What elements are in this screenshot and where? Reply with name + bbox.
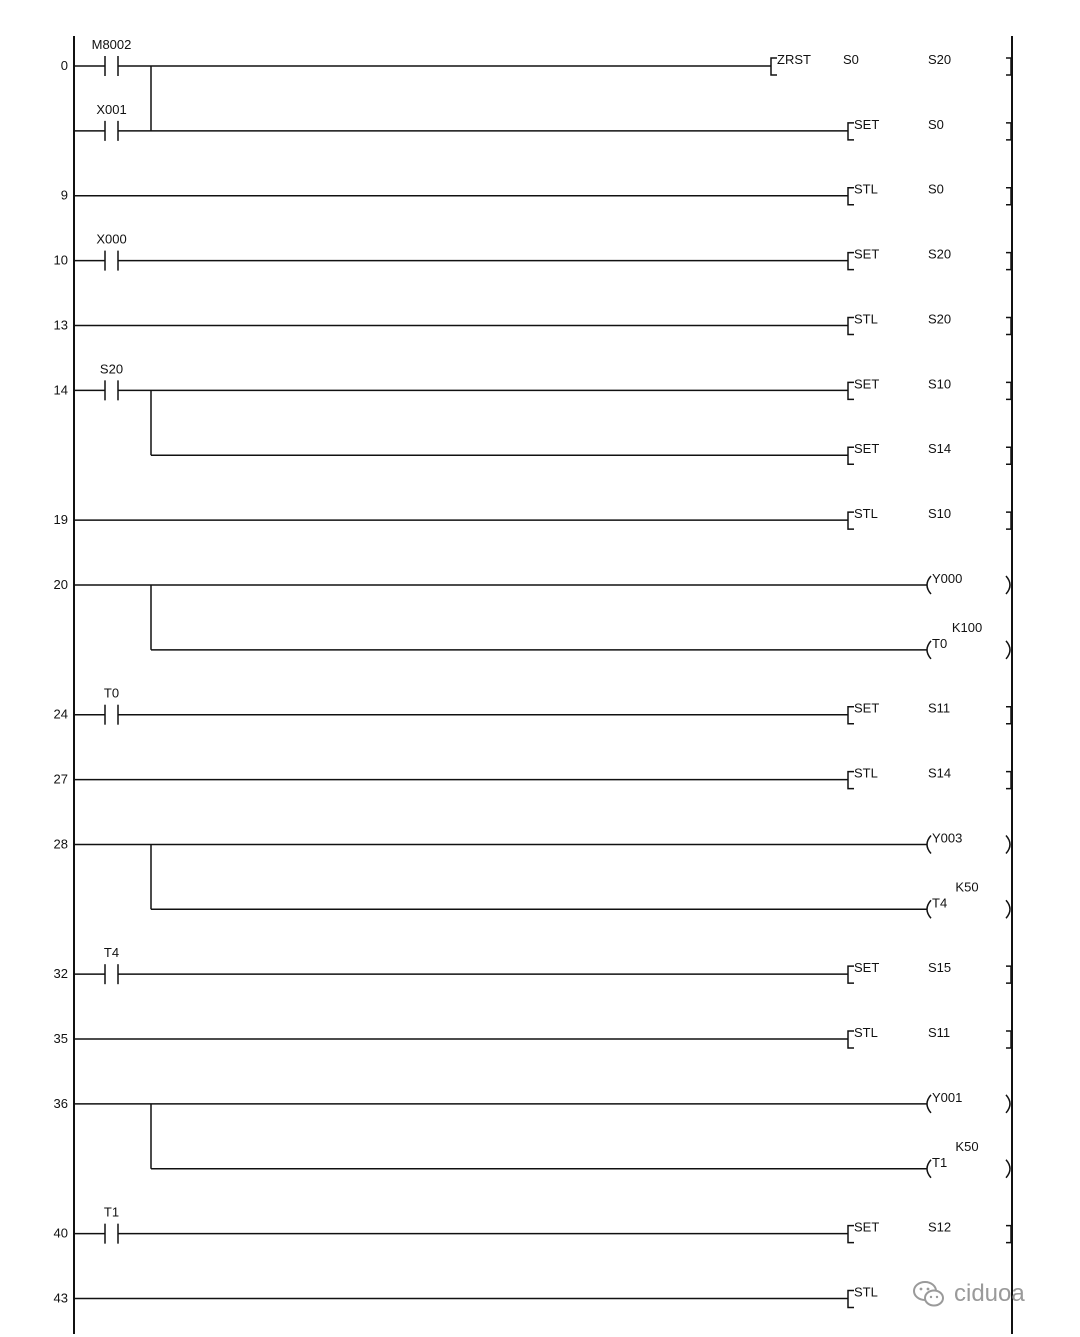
contact-label: X001 <box>96 101 127 117</box>
instruction-operand: S10 <box>928 376 952 392</box>
instruction-op: SET <box>854 376 880 392</box>
step-number: 24 <box>53 706 68 722</box>
step-number: 32 <box>53 966 68 982</box>
instruction-close <box>1006 1226 1011 1243</box>
step-number: 36 <box>53 1095 68 1111</box>
instruction-operand: S0 <box>928 181 944 197</box>
timer-setting: K50 <box>955 879 979 895</box>
step-number: 19 <box>53 512 68 528</box>
contact-label: T1 <box>103 1204 120 1220</box>
coil-close <box>1006 835 1010 853</box>
instruction-close <box>1006 1031 1011 1048</box>
step-number: 10 <box>53 252 68 268</box>
instruction-operand: S20 <box>928 311 952 327</box>
coil-label: T0 <box>932 635 948 651</box>
instruction-operand: S0 <box>843 52 859 67</box>
instruction-close <box>1006 512 1011 529</box>
step-number: 13 <box>53 317 68 333</box>
instruction-close <box>1006 253 1011 270</box>
instruction-close <box>1006 188 1011 205</box>
instruction-op: STL <box>854 311 878 327</box>
step-number: 35 <box>53 1031 68 1047</box>
step-number: 20 <box>53 576 68 592</box>
instruction-close <box>1006 58 1011 75</box>
instruction-operand: S20 <box>928 52 952 67</box>
instruction-operand: S11 <box>928 700 951 716</box>
instruction-op: SET <box>854 441 880 457</box>
coil-close <box>1006 1160 1010 1178</box>
contact-label: T4 <box>103 945 120 961</box>
instruction-operand: S15 <box>928 960 952 976</box>
instruction-op: STL <box>854 1025 878 1041</box>
instruction-operand: S14 <box>928 765 952 781</box>
contact-label: S20 <box>99 361 124 377</box>
contact-label: M8002 <box>91 37 132 52</box>
coil-label: Y000 <box>932 570 963 586</box>
instruction-close <box>1006 317 1011 334</box>
instruction-op: STL <box>854 765 878 781</box>
step-number: 40 <box>53 1225 68 1241</box>
instruction-close <box>1006 382 1011 399</box>
instruction-op: SET <box>854 700 880 716</box>
instruction-close <box>1006 772 1011 789</box>
coil-label: T1 <box>932 1154 948 1170</box>
timer-setting: K50 <box>955 1138 979 1154</box>
instruction-op: STL <box>854 506 878 522</box>
instruction-op: SET <box>854 246 880 262</box>
coil-open <box>927 641 931 659</box>
instruction-op: SET <box>854 116 880 132</box>
instruction-close <box>1006 123 1011 140</box>
coil-close <box>1006 641 1010 659</box>
step-number: 27 <box>53 771 68 787</box>
contact-label: X000 <box>96 231 127 247</box>
instruction-close <box>1006 707 1011 724</box>
coil-open <box>927 1160 931 1178</box>
step-number: 28 <box>53 836 68 852</box>
watermark <box>912 1276 1062 1312</box>
step-number: 14 <box>53 382 68 398</box>
coil-open <box>927 1095 931 1113</box>
timer-setting: K100 <box>951 619 983 635</box>
coil-label: Y003 <box>932 830 963 846</box>
instruction-op: STL <box>854 181 878 197</box>
coil-open <box>927 900 931 918</box>
instruction-operand: S14 <box>928 441 952 457</box>
instruction-operand: S12 <box>928 1219 952 1235</box>
wechat-logo-icon <box>912 1279 946 1309</box>
step-number: 43 <box>53 1290 68 1306</box>
instruction-operand: S10 <box>928 506 952 522</box>
rungs-layer <box>54 37 1011 1308</box>
step-number: 0 <box>60 58 68 73</box>
coil-open <box>927 576 931 594</box>
coil-open <box>927 835 931 853</box>
step-number: 9 <box>60 187 68 203</box>
coil-label: Y001 <box>932 1089 963 1105</box>
instruction-op: ZRST <box>777 52 811 67</box>
instruction-close <box>1006 966 1011 983</box>
instruction-op: STL <box>854 1284 878 1300</box>
instruction-op: SET <box>854 1219 880 1235</box>
instruction-operand: S0 <box>928 116 944 132</box>
coil-label: T4 <box>932 895 948 911</box>
watermark-text: ciduoa <box>954 1280 1025 1307</box>
instruction-op: SET <box>854 960 880 976</box>
coil-close <box>1006 900 1010 918</box>
coil-close <box>1006 576 1010 594</box>
coil-close <box>1006 1095 1010 1113</box>
instruction-close <box>1006 447 1011 464</box>
contact-label: T0 <box>103 685 120 701</box>
instruction-operand: S11 <box>928 1025 951 1041</box>
instruction-operand: S20 <box>928 246 952 262</box>
